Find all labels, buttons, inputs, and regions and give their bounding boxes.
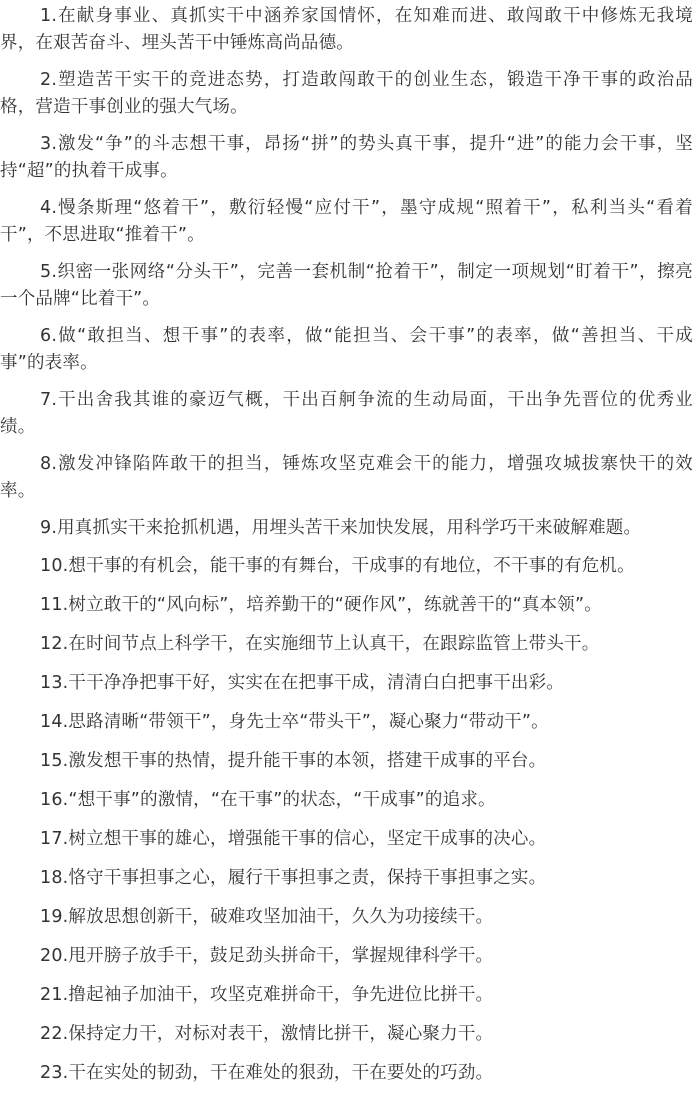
paragraph-23: 23.干在实处的韧劲，干在难处的狠劲，干在要处的巧劲。 bbox=[40, 1062, 494, 1083]
paragraph-6: 6.做“敢担当、想干事”的表率，做“能担当、会干事”的表率，做“善担当、干成事”的表率。 bbox=[0, 326, 693, 373]
paragraph-15: 15.激发想干事的热情，提升能干事的本领，搭建干成事的平台。 bbox=[40, 750, 547, 771]
paragraph-14: 14.思路清晰“带领干”，身先士卒“带头干”，凝心聚力“带动干”。 bbox=[40, 711, 549, 732]
paragraph-16: 16.“想干事”的激情，“在干事”的状态，“干成事”的追求。 bbox=[40, 789, 496, 810]
paragraph-12: 12.在时间节点上科学干，在实施细节上认真干，在跟踪监管上带头干。 bbox=[40, 633, 600, 654]
paragraph-9: 9.用真抓实干来抢抓机遇，用埋头苦干来加快发展，用科学巧干来破解难题。 bbox=[40, 518, 642, 538]
paragraph-19: 19.解放思想创新干，破难攻坚加油干，久久为功接续干。 bbox=[40, 906, 494, 927]
paragraph-3: 3.激发“争”的斗志想干事，昂扬“拼”的势头真干事，提升“进”的能力会干事，坚持“超”的执着干成事。 bbox=[0, 134, 693, 181]
paragraph-4: 4.慢条斯理“悠着干”，敷衍轻慢“应付干”，墨守成规“照着干”，私利当头“看着干”，不思进取“推着干”。 bbox=[0, 198, 693, 245]
paragraph-11: 11.树立敢干的“风向标”，培养勤干的“硬作风”，练就善干的“真本领”。 bbox=[40, 594, 602, 615]
paragraph-13: 13.干干净净把事干好，实实在在把事干成，清清白白把事干出彩。 bbox=[40, 672, 565, 693]
paragraph-1: 1.在献身事业、真抓实干中涵养家国情怀，在知难而进、敢闯敢干中修炼无我境界，在艰苦奋斗、埋头苦干中锤炼高尚品德。 bbox=[0, 6, 693, 53]
paragraph-5: 5.织密一张网络“分头干”，完善一套机制“抢着干”，制定一项规划“盯着干”，擦亮一个品牌“比着干”。 bbox=[0, 262, 693, 309]
paragraph-10: 10.想干事的有机会，能干事的有舞台，干成事的有地位，不干事的有危机。 bbox=[40, 555, 635, 576]
paragraph-8: 8.激发冲锋陷阵敢干的担当，锤炼攻坚克难会干的能力，增强攻城拔寨快干的效率。 bbox=[0, 454, 693, 501]
paragraph-17: 17.树立想干事的雄心，增强能干事的信心，坚定干成事的决心。 bbox=[40, 828, 547, 849]
paragraph-22: 22.保持定力干，对标对表干，激情比拼干，凝心聚力干。 bbox=[40, 1023, 494, 1044]
paragraph-2: 2.塑造苦干实干的竞进态势，打造敢闯敢干的创业生态，锻造干净干事的政治品格，营造干事创业的强大气场。 bbox=[0, 70, 693, 117]
paragraph-18: 18.恪守干事担事之心，履行干事担事之责，保持干事担事之实。 bbox=[40, 867, 547, 888]
paragraph-7: 7.干出舍我其谁的豪迈气概，干出百舸争流的生动局面，干出争先晋位的优秀业绩。 bbox=[0, 390, 693, 437]
paragraph-21: 21.撸起袖子加油干，攻坚克难拼命干，争先进位比拼干。 bbox=[40, 984, 494, 1005]
paragraph-20: 20.甩开膀子放手干，鼓足劲头拼命干，掌握规律科学干。 bbox=[40, 945, 494, 966]
